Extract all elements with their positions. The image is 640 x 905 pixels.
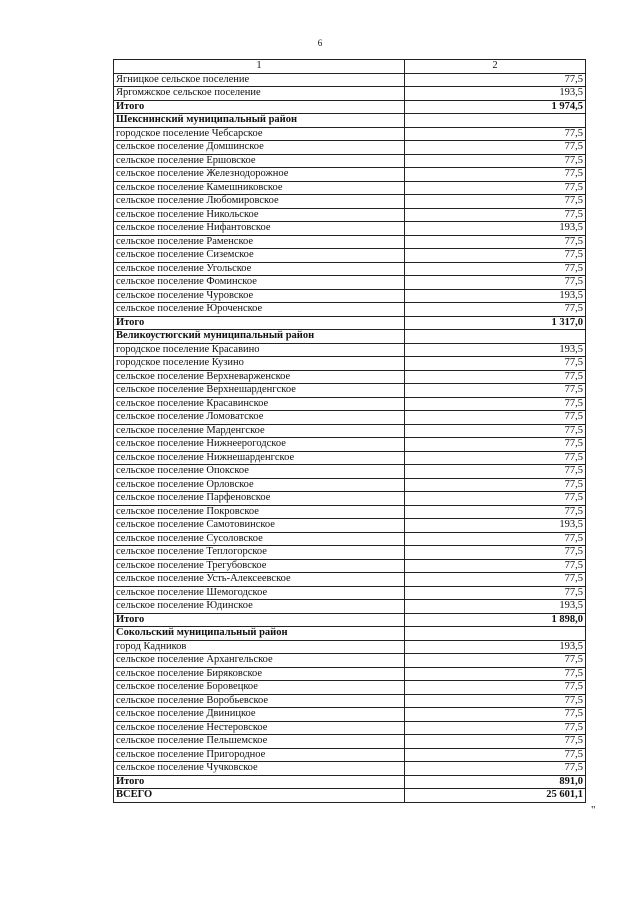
allocation-value: 193,5	[405, 600, 586, 614]
table-row	[114, 168, 586, 182]
allocation-value: 77,5	[405, 357, 586, 371]
table-row	[114, 735, 586, 749]
settlement-name: сельское поселение Архангельское	[114, 654, 405, 668]
allocation-value: 77,5	[405, 478, 586, 492]
table-row	[114, 721, 586, 735]
table-row	[114, 559, 586, 573]
table-row	[114, 222, 586, 236]
allocation-table	[113, 59, 586, 803]
settlement-name: сельское поселение Нижнеерогодское	[114, 438, 405, 452]
section-header-row	[114, 627, 586, 641]
allocation-value: 77,5	[405, 546, 586, 560]
allocation-value: 77,5	[405, 208, 586, 222]
settlement-name: сельское поселение Самотовинское	[114, 519, 405, 533]
settlement-name: городское поселение Красавино	[114, 343, 405, 357]
table-row	[114, 708, 586, 722]
settlement-name: сельское поселение Фоминское	[114, 276, 405, 290]
settlement-name: сельское поселение Ершовское	[114, 154, 405, 168]
table-row	[114, 600, 586, 614]
settlement-name: сельское поселение Нестеровское	[114, 721, 405, 735]
table-row	[114, 343, 586, 357]
table-row	[114, 681, 586, 695]
settlement-name: сельское поселение Орловское	[114, 478, 405, 492]
allocation-value: 77,5	[405, 73, 586, 87]
settlement-name: сельское поселение Пельшемское	[114, 735, 405, 749]
settlement-name: сельское поселение Марденгское	[114, 424, 405, 438]
settlement-name: город Кадников	[114, 640, 405, 654]
settlement-name: Ягницкое сельское поселение	[114, 73, 405, 87]
closing-quote-mark: "	[591, 804, 596, 816]
allocation-value: 77,5	[405, 492, 586, 506]
table-row	[114, 181, 586, 195]
table-row	[114, 546, 586, 560]
settlement-name: сельское поселение Чуровское	[114, 289, 405, 303]
allocation-value: 77,5	[405, 181, 586, 195]
total-row	[114, 316, 586, 330]
allocation-value: 77,5	[405, 276, 586, 290]
table-row	[114, 249, 586, 263]
table-row	[114, 478, 586, 492]
table-row	[114, 289, 586, 303]
table-row	[114, 303, 586, 317]
settlement-name: сельское поселение Трегубовское	[114, 559, 405, 573]
table-row	[114, 762, 586, 776]
settlement-name: сельское поселение Нифантовское	[114, 222, 405, 236]
settlement-name: сельское поселение Пригородное	[114, 748, 405, 762]
district-name: Шекснинский муниципальный район	[114, 114, 405, 128]
allocation-value	[405, 114, 586, 128]
settlement-name: сельское поселение Камешниковское	[114, 181, 405, 195]
table-row	[114, 451, 586, 465]
allocation-value	[405, 330, 586, 344]
allocation-value: 77,5	[405, 681, 586, 695]
settlement-name: сельское поселение Чучковское	[114, 762, 405, 776]
allocation-value	[405, 627, 586, 641]
table-row	[114, 465, 586, 479]
settlement-name: ВСЕГО	[114, 789, 405, 803]
settlement-name: сельское поселение Верхневарженское	[114, 370, 405, 384]
settlement-name: сельское поселение Воробьевское	[114, 694, 405, 708]
table-row	[114, 573, 586, 587]
total-value: 1 317,0	[405, 316, 586, 330]
allocation-value: 77,5	[405, 762, 586, 776]
settlement-name: городское поселение Кузино	[114, 357, 405, 371]
settlement-name: сельское поселение Угольское	[114, 262, 405, 276]
table-row	[114, 370, 586, 384]
table-header-row	[114, 60, 586, 74]
table-body	[114, 60, 586, 803]
section-header-row	[114, 330, 586, 344]
total-row	[114, 789, 586, 803]
settlement-name: Яргомжское сельское поселение	[114, 87, 405, 101]
settlement-name: сельское поселение Любомировское	[114, 195, 405, 209]
total-value: 25 601,1	[405, 789, 586, 803]
allocation-value: 77,5	[405, 451, 586, 465]
table-row	[114, 505, 586, 519]
total-value: 1 974,5	[405, 100, 586, 114]
settlement-name: сельское поселение Никольское	[114, 208, 405, 222]
table-row	[114, 654, 586, 668]
settlement-name: сельское поселение Покровское	[114, 505, 405, 519]
settlement-name: сельское поселение Биряковское	[114, 667, 405, 681]
section-header-row	[114, 114, 586, 128]
allocation-value: 77,5	[405, 694, 586, 708]
allocation-value: 77,5	[405, 127, 586, 141]
table-row	[114, 748, 586, 762]
settlement-name: сельское поселение Юдинское	[114, 600, 405, 614]
settlement-name: Итого	[114, 613, 405, 627]
settlement-name: сельское поселение Домшинское	[114, 141, 405, 155]
allocation-value: 193,5	[405, 289, 586, 303]
table-row	[114, 235, 586, 249]
page-number: 6	[317, 38, 323, 48]
total-row	[114, 775, 586, 789]
table-row	[114, 424, 586, 438]
table-row	[114, 73, 586, 87]
table-row	[114, 208, 586, 222]
total-row	[114, 100, 586, 114]
settlement-name: сельское поселение Юроченское	[114, 303, 405, 317]
settlement-name: сельское поселение Сусоловское	[114, 532, 405, 546]
table-row	[114, 438, 586, 452]
table-row	[114, 384, 586, 398]
settlement-name: сельское поселение Боровецкое	[114, 681, 405, 695]
allocation-value: 77,5	[405, 708, 586, 722]
allocation-value: 77,5	[405, 397, 586, 411]
settlement-name: сельское поселение Парфеновское	[114, 492, 405, 506]
allocation-value: 77,5	[405, 573, 586, 587]
table-row	[114, 586, 586, 600]
table-row	[114, 532, 586, 546]
allocation-value: 77,5	[405, 141, 586, 155]
total-value: 891,0	[405, 775, 586, 789]
allocation-value: 77,5	[405, 424, 586, 438]
settlement-name: сельское поселение Красавинское	[114, 397, 405, 411]
allocation-value: 77,5	[405, 262, 586, 276]
table-row	[114, 87, 586, 101]
allocation-value: 77,5	[405, 586, 586, 600]
district-name: Великоустюгский муниципальный район	[114, 330, 405, 344]
settlement-name: сельское поселение Опокское	[114, 465, 405, 479]
allocation-value: 193,5	[405, 640, 586, 654]
table-row	[114, 397, 586, 411]
settlement-name: городское поселение Чебсарское	[114, 127, 405, 141]
allocation-value: 77,5	[405, 654, 586, 668]
settlement-name: сельское поселение Теплогорское	[114, 546, 405, 560]
settlement-name: сельское поселение Верхнешарденгское	[114, 384, 405, 398]
settlement-name: Итого	[114, 100, 405, 114]
allocation-value: 77,5	[405, 154, 586, 168]
allocation-value: 77,5	[405, 249, 586, 263]
table-row	[114, 357, 586, 371]
allocation-value: 77,5	[405, 748, 586, 762]
table-row	[114, 411, 586, 425]
allocation-value: 77,5	[405, 721, 586, 735]
allocation-value: 77,5	[405, 438, 586, 452]
allocation-value: 77,5	[405, 235, 586, 249]
allocation-value: 77,5	[405, 303, 586, 317]
allocation-value: 193,5	[405, 222, 586, 236]
settlement-name: Итого	[114, 775, 405, 789]
total-row	[114, 613, 586, 627]
table-row	[114, 262, 586, 276]
table-row	[114, 694, 586, 708]
settlement-name: сельское поселение Сиземское	[114, 249, 405, 263]
settlement-name: сельское поселение Усть-Алексеевское	[114, 573, 405, 587]
district-name: Сокольский муниципальный район	[114, 627, 405, 641]
allocation-value: 193,5	[405, 343, 586, 357]
settlement-name: Итого	[114, 316, 405, 330]
header-col-2: 2	[405, 60, 586, 74]
table-row	[114, 492, 586, 506]
allocation-value: 77,5	[405, 384, 586, 398]
table-row	[114, 154, 586, 168]
allocation-value: 77,5	[405, 411, 586, 425]
allocation-value: 77,5	[405, 532, 586, 546]
table-row	[114, 519, 586, 533]
settlement-name: сельское поселение Ломоватское	[114, 411, 405, 425]
allocation-value: 77,5	[405, 505, 586, 519]
total-value: 1 898,0	[405, 613, 586, 627]
settlement-name: сельское поселение Железнодорожное	[114, 168, 405, 182]
allocation-value: 193,5	[405, 519, 586, 533]
table-row	[114, 667, 586, 681]
allocation-value: 77,5	[405, 667, 586, 681]
settlement-name: сельское поселение Нижнешарденгское	[114, 451, 405, 465]
table-row	[114, 141, 586, 155]
settlement-name: сельское поселение Раменское	[114, 235, 405, 249]
allocation-value: 77,5	[405, 465, 586, 479]
table-row	[114, 640, 586, 654]
settlement-name: сельское поселение Двиницкое	[114, 708, 405, 722]
allocation-value: 77,5	[405, 735, 586, 749]
table-row	[114, 195, 586, 209]
table-row	[114, 127, 586, 141]
header-col-1: 1	[114, 60, 405, 74]
settlement-name: сельское поселение Шемогодское	[114, 586, 405, 600]
allocation-value: 77,5	[405, 195, 586, 209]
allocation-value: 193,5	[405, 87, 586, 101]
allocation-value: 77,5	[405, 370, 586, 384]
allocation-value: 77,5	[405, 559, 586, 573]
table-row	[114, 276, 586, 290]
allocation-value: 77,5	[405, 168, 586, 182]
